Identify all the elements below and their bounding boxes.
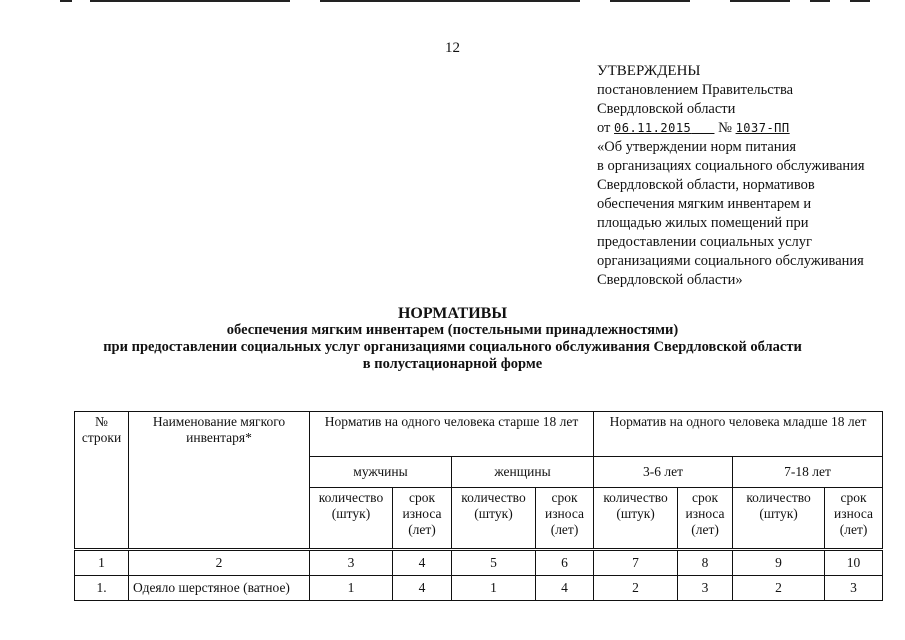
approval-desc-line: Свердловской области, нормативов [597, 177, 815, 193]
men-wear-cell: 4 [393, 576, 452, 601]
approval-number: 1037-ПП [735, 121, 790, 135]
header-wear-term: срок износа (лет) [536, 488, 594, 550]
men-quantity-cell: 1 [310, 576, 393, 601]
header-quantity: количество (штук) [594, 488, 678, 550]
header-item-name: Наименование мягкого инвентаря* [129, 412, 310, 550]
column-number-cell: 4 [393, 550, 452, 576]
underline-spacer [691, 121, 714, 135]
header-quantity: количество (штук) [733, 488, 825, 550]
title-line: в полустационарной форме [362, 356, 543, 372]
table-row [75, 576, 883, 601]
column-number-cell: 3 [310, 550, 393, 576]
column-number-cell: 1 [75, 550, 129, 576]
top-border-line [60, 0, 72, 2]
column-number-cell: 9 [733, 550, 825, 576]
column-number-cell: 2 [129, 550, 310, 576]
header-wear-term: срок износа (лет) [678, 488, 733, 550]
document-title [0, 305, 905, 373]
approval-desc-line: обеспечения мягким инвентарем и [597, 196, 812, 212]
page-number: 12 [445, 40, 460, 56]
age-3-6-wear-cell: 3 [678, 576, 733, 601]
item-name-cell: Одеяло шерстяное (ватное) [129, 576, 310, 601]
header-wear-term: срок износа (лет) [393, 488, 452, 550]
column-number-cell: 8 [678, 550, 733, 576]
women-quantity-cell: 1 [452, 576, 536, 601]
header-age-3-6: 3-6 лет [594, 457, 733, 488]
approval-block [597, 62, 897, 290]
approval-line: Свердловской области [597, 101, 736, 117]
header-age-7-18: 7-18 лет [733, 457, 883, 488]
approval-desc-line: «Об утверждении норм питания [597, 139, 796, 155]
age-3-6-quantity-cell: 2 [594, 576, 678, 601]
approval-date: 06.11.2015 [614, 121, 692, 135]
header-women: женщины [452, 457, 594, 488]
header-wear-term: срок износа (лет) [825, 488, 883, 550]
header-child-group: Норматив на одного человека младше 18 лет [594, 412, 883, 457]
approval-desc-line: площадью жилых помещений при [597, 215, 809, 231]
header-row-number: № строки [75, 412, 129, 550]
approval-line: постановлением Правительства [597, 82, 794, 98]
approval-desc-line: в организациях социального обслуживания [597, 158, 865, 174]
top-border-line [730, 0, 790, 2]
top-border-line [610, 0, 690, 2]
row-number-cell: 1. [75, 576, 129, 601]
header-quantity: количество (штук) [310, 488, 393, 550]
title-main: НОРМАТИВЫ [397, 305, 508, 322]
header-quantity: количество (штук) [452, 488, 536, 550]
column-number-cell: 7 [594, 550, 678, 576]
top-border-line [320, 0, 580, 2]
top-border-line [850, 0, 870, 2]
title-line: обеспечения мягким инвентарем (постельными принадлежностями) [226, 322, 679, 338]
number-prefix: № [718, 120, 732, 136]
header-adult-group: Норматив на одного человека старше 18 лет [310, 412, 594, 457]
age-7-18-quantity-cell: 2 [733, 576, 825, 601]
approval-date-line [597, 119, 897, 138]
approval-heading: УТВЕРЖДЕНЫ [597, 63, 701, 79]
top-border-line [90, 0, 290, 2]
title-line: при предоставлении социальных услуг организациями социального обслуживания Свердловской области [103, 339, 802, 355]
column-number-cell: 10 [825, 550, 883, 576]
approval-desc-line: Свердловской области» [597, 272, 743, 288]
women-wear-cell: 4 [536, 576, 594, 601]
approval-desc-line: предоставлении социальных услуг [597, 234, 812, 250]
date-prefix: от [597, 120, 611, 136]
header-men: мужчины [310, 457, 452, 488]
column-number-cell: 5 [452, 550, 536, 576]
top-border-line [810, 0, 830, 2]
norms-table [74, 411, 883, 601]
age-7-18-wear-cell: 3 [825, 576, 883, 601]
column-number-cell: 6 [536, 550, 594, 576]
approval-desc-line: организациями социального обслуживания [597, 253, 864, 269]
